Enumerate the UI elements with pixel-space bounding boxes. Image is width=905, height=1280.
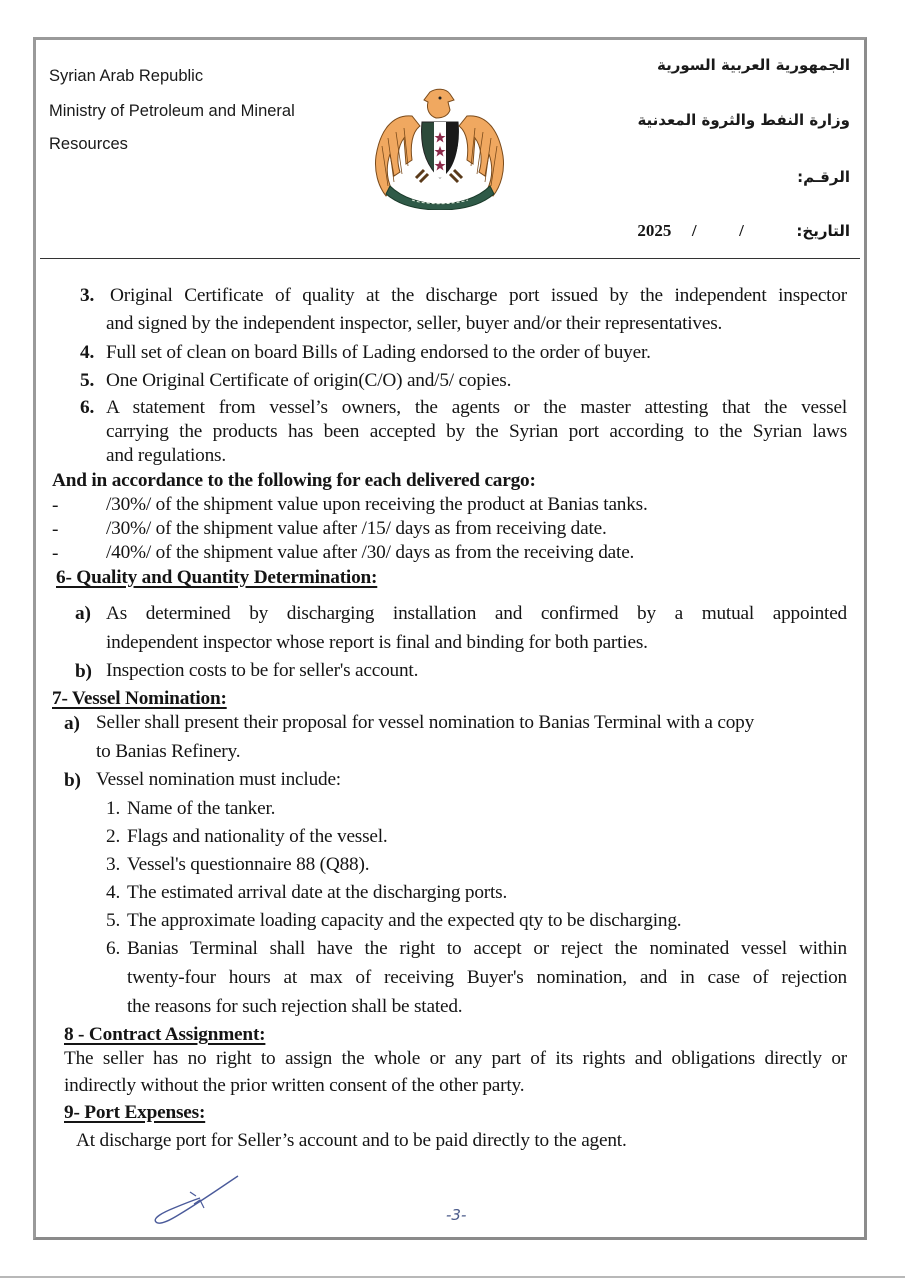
section-text: indirectly without the prior written consent of the other party.: [64, 1075, 525, 1096]
scroll-ribbon: [386, 186, 494, 210]
payment-item: /40%/ of the shipment value after /30/ days as from the receiving date.: [106, 542, 635, 563]
header-ministry-ar: وزارة النفط والثروة المعدنية: [637, 111, 850, 129]
page-number: -3-: [446, 1206, 467, 1224]
subitem-number: 6.: [106, 938, 121, 959]
bullet: -: [52, 543, 59, 564]
list-number: 5.: [80, 370, 95, 391]
list-item-text: and signed by the independent inspector, seller, buyer and/or their representatives.: [106, 313, 723, 334]
item-text: independent inspector whose report is final and binding for both parties.: [106, 632, 648, 653]
list-item-text: Full set of clean on board Bills of Lading endorsed to the order of buyer.: [106, 342, 651, 363]
eagle-head: [424, 89, 454, 118]
header-ministry-en: Ministry of Petroleum and Mineral: [49, 102, 295, 120]
item-label: b): [64, 770, 81, 791]
subitem-number: 5.: [106, 910, 121, 931]
subitem-text: Flags and nationality of the vessel.: [127, 826, 388, 847]
header-divider: [40, 258, 860, 259]
item-label: b): [75, 661, 92, 682]
payment-heading: And in accordance to the following for each delivered cargo:: [52, 470, 536, 491]
item-label: a): [75, 603, 91, 624]
item-text: As determined by discharging installation and confirmed by a mutual appointed: [106, 603, 847, 624]
scan-edge-line: [0, 1276, 905, 1278]
list-item-text: A statement from vessel’s owners, the agents or the master attesting that the vessel: [106, 397, 847, 418]
list-item-text: Original Certificate of quality at the discharge port issued by the independent inspector: [110, 285, 847, 306]
bullet: -: [52, 495, 59, 516]
header-date-label: التاريخ:: [796, 222, 850, 240]
item-text: Vessel nomination must include:: [96, 769, 341, 790]
list-item-text: One Original Certificate of origin(C/O) and/5/ copies.: [106, 370, 512, 391]
date-separator: /: [739, 221, 744, 240]
list-number: 3.: [80, 285, 95, 306]
header-ministry-en-cont: Resources: [49, 135, 128, 153]
date-separator: /: [691, 221, 697, 240]
subitem-number: 4.: [106, 882, 121, 903]
header-country-en: Syrian Arab Republic: [49, 67, 204, 85]
section-heading: 6- Quality and Quantity Determination:: [56, 567, 378, 588]
payment-item: /30%/ of the shipment value after /15/ days as from receiving date.: [106, 518, 607, 539]
header-number-label: الرقـم:: [797, 168, 850, 186]
section-heading: 9- Port Expenses:: [64, 1102, 206, 1123]
signature-icon: [150, 1170, 245, 1230]
section-heading: 8 - Contract Assignment:: [64, 1024, 266, 1045]
list-item-text: carrying the products has been accepted by the Syrian port according to the Syrian laws: [106, 421, 847, 442]
payment-item: /30%/ of the shipment value upon receiving the product at Banias tanks.: [106, 494, 648, 515]
subitem-number: 3.: [106, 854, 121, 875]
item-text: Seller shall present their proposal for vessel nomination to Banias Terminal with a copy: [96, 712, 755, 733]
item-label: a): [64, 713, 80, 734]
section-text: The seller has no right to assign the whole or any part of its rights and obligations directly or: [64, 1048, 847, 1069]
date-year: 2025: [637, 221, 672, 240]
item-text: Inspection costs to be for seller's account.: [106, 660, 419, 681]
section-heading: 7- Vessel Nomination:: [52, 688, 227, 709]
subitem-text: Banias Terminal shall have the right to accept or reject the nominated vessel within: [127, 938, 847, 959]
syrian-eagle-emblem-icon: [372, 86, 507, 210]
subitem-number: 2.: [106, 826, 121, 847]
header-country-ar: الجمهورية العربية السورية: [657, 56, 850, 74]
header-date-row: [637, 221, 850, 241]
list-item-text: and regulations.: [106, 445, 226, 466]
bullet: -: [52, 519, 59, 540]
shield: [422, 122, 459, 178]
section-text: At discharge port for Seller’s account and to be paid directly to the agent.: [76, 1130, 627, 1151]
subitem-text: The approximate loading capacity and the expected qty to be discharging.: [127, 910, 682, 931]
item-text: to Banias Refinery.: [96, 741, 241, 762]
subitem-number: 1.: [106, 798, 121, 819]
subitem-text: the reasons for such rejection shall be stated.: [127, 996, 463, 1017]
subitem-text: The estimated arrival date at the discharging ports.: [127, 882, 508, 903]
list-number: 4.: [80, 342, 95, 363]
right-wing: [459, 116, 504, 196]
subitem-text: Name of the tanker.: [127, 798, 276, 819]
subitem-text: twenty-four hours at max of receiving Buyer's nomination, and in case of rejection: [127, 967, 847, 988]
left-wing: [375, 116, 420, 196]
list-number: 6.: [80, 397, 95, 418]
subitem-text: Vessel's questionnaire 88 (Q88).: [127, 854, 370, 875]
